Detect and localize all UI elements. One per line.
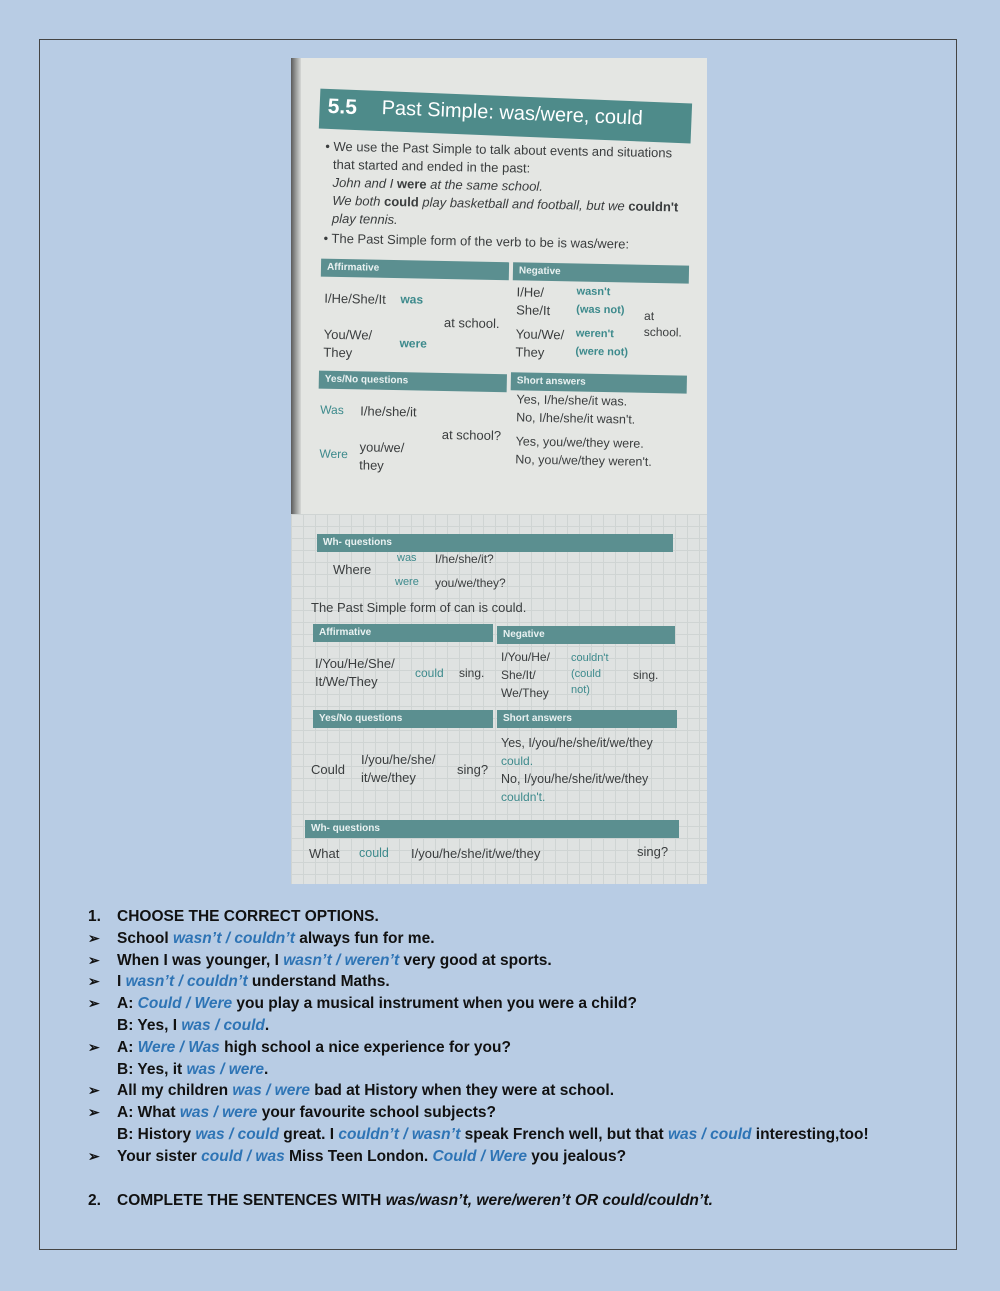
be-answer-3: Yes, you/we/they were. [515, 434, 644, 451]
list-item: ➢ All my children was / were bad at History when they were at school. [88, 1082, 615, 1100]
textbook-page-was-were [291, 58, 707, 514]
unit-title: Past Simple: was/were, could [381, 97, 644, 130]
can-affirmative-header: Affirmative [313, 624, 493, 642]
be-aff-subj1: I/He/She/It [324, 290, 386, 307]
wh-subj2: you/we/they? [435, 576, 506, 590]
textbook-page-could [291, 514, 707, 884]
example-2-cont: play tennis. [331, 210, 398, 228]
can-answer-1b: could. [501, 754, 534, 768]
answer-option[interactable]: was / were [186, 1060, 265, 1078]
be-neg-subj1a: I/He/ [516, 284, 545, 300]
can-wh-subj: I/you/he/she/it/we/they [411, 846, 541, 861]
be-answer-4: No, you/we/they weren't. [515, 452, 652, 469]
can-aff-could: could [415, 666, 444, 680]
be-neg-wasnot: (was not) [576, 303, 625, 317]
can-wh-what: What [309, 846, 340, 861]
can-neg-subj-b: She/It/ [501, 668, 536, 682]
example-1: John and I were at the same school. [332, 174, 544, 194]
list-item: ➢ Your sister could / was Miss Teen London. Could / Were you jealous? [88, 1147, 627, 1165]
be-neg-wasnt: wasn't [576, 285, 611, 299]
list-item: B: Yes, I was / could. [117, 1016, 270, 1034]
answer-option[interactable]: Could / Were [432, 1147, 527, 1165]
answer-option[interactable]: Were / Was [137, 1038, 220, 1056]
example-2: We both could play basketball and football, but we couldn't [332, 192, 679, 215]
exercise-2-heading: 2. COMPLETE THE SENTENCES WITH was/wasn’t, were/weren’t OR could/couldn’t. [88, 1191, 713, 1209]
answer-option[interactable]: was / were [232, 1082, 310, 1100]
can-q-verb: sing? [457, 762, 489, 777]
answer-option[interactable]: couldn’t / wasn’t [338, 1125, 461, 1143]
be-q-were: Were [319, 446, 348, 462]
list-item: ➢ When I was younger, I wasn’t / weren’t very good at sports. [88, 951, 552, 969]
exercises [88, 906, 948, 1211]
intro-line-1: • We use the Past Simple to talk about events and situations [325, 138, 673, 161]
can-yesno-header: Yes/No questions [313, 710, 493, 728]
be-answer-2: No, I/he/she/it wasn't. [516, 410, 636, 427]
be-aff-were: were [399, 336, 428, 351]
list-item: ➢ A: Were / Was high school a nice experience for you? [88, 1038, 511, 1056]
can-neg-subj-a: I/You/He/ [501, 650, 550, 664]
answer-option[interactable]: wasn’t / couldn’t [125, 973, 248, 991]
can-neg-verb: sing. [633, 668, 659, 682]
answer-option[interactable]: was / were [179, 1104, 258, 1122]
be-aff-place: at school. [443, 314, 500, 332]
wh-subj1: I/he/she/it? [435, 552, 494, 566]
wh-was: was [397, 552, 417, 564]
list-item: ➢ A: What was / were your favourite school subjects? [88, 1104, 496, 1122]
list-item: ➢ School wasn’t / couldn’t always fun for me. [88, 929, 435, 947]
can-answer-2b: couldn't. [501, 790, 546, 804]
wh-were: were [395, 576, 419, 588]
can-short-header: Short answers [497, 710, 677, 728]
can-q-subj-b: it/we/they [361, 770, 416, 785]
answer-option[interactable]: was / could [181, 1016, 265, 1034]
be-neg-subj2a: You/We/ [515, 326, 565, 343]
can-q-could: Could [311, 762, 345, 777]
can-answer-1a: Yes, I/you/he/she/it/we/they [501, 736, 653, 750]
unit-number: 5.5 [327, 94, 358, 120]
wh-header: Wh- questions [317, 534, 673, 552]
list-item: ➢ A: Could / Were you play a musical instrument when you were a child? [88, 995, 637, 1013]
be-q-subj2b: they [359, 457, 384, 473]
can-q-subj-a: I/you/he/she/ [361, 752, 436, 767]
can-rule: The Past Simple form of can is could. [311, 600, 527, 615]
can-wh-verb: sing? [637, 844, 669, 859]
answer-option[interactable]: wasn’t / couldn’t [172, 929, 295, 947]
be-affirmative-header: Affirmative [321, 259, 509, 281]
can-neg-couldnot-b: not) [571, 684, 590, 696]
unit-title-band [319, 89, 692, 144]
be-negative-header: Negative [513, 262, 689, 283]
be-neg-werent: weren't [575, 327, 614, 341]
be-aff-was: was [400, 292, 424, 307]
be-neg-place-b: school. [643, 324, 682, 340]
be-neg-subj2b: They [515, 344, 545, 360]
exercise-1-heading: 1. CHOOSE THE CORRECT OPTIONS. [88, 908, 379, 925]
textbook-photo [291, 58, 707, 884]
can-neg-subj-c: We/They [501, 686, 549, 700]
be-rule: • The Past Simple form of the verb to be is was/were: [323, 230, 630, 252]
answer-option[interactable]: was / could [667, 1125, 752, 1143]
list-item: B: Yes, it was / were. [117, 1060, 269, 1078]
can-negative-header: Negative [497, 626, 675, 644]
can-wh-header: Wh- questions [305, 820, 679, 838]
be-q-subj1: I/he/she/it [360, 403, 417, 420]
answer-option[interactable]: could / was [201, 1147, 285, 1165]
be-neg-werenot: (were not) [575, 345, 629, 359]
be-aff-subj2a: You/We/ [323, 326, 373, 343]
be-q-subj2a: you/we/ [359, 439, 405, 456]
answer-option[interactable]: wasn’t / weren’t [283, 951, 400, 969]
can-neg-couldnot-a: (could [571, 668, 601, 680]
can-aff-subj-a: I/You/He/She/ [315, 656, 395, 671]
be-neg-place-a: at [643, 308, 655, 324]
be-q-was: Was [320, 402, 344, 418]
be-answer-1: Yes, I/he/she/it was. [516, 392, 628, 409]
answer-option[interactable]: was / could [195, 1125, 279, 1143]
be-neg-subj1b: She/It [516, 302, 551, 319]
can-aff-verb: sing. [459, 666, 485, 680]
can-wh-could: could [359, 846, 389, 860]
can-answer-2a: No, I/you/he/she/it/we/they [501, 772, 649, 786]
be-aff-subj2b: They [323, 344, 353, 361]
can-neg-couldnt: couldn't [571, 652, 609, 664]
be-q-place: at school? [441, 426, 502, 444]
answer-option[interactable]: Could / Were [137, 995, 233, 1013]
be-yesno-header: Yes/No questions [319, 371, 507, 393]
wh-where: Where [333, 562, 372, 577]
can-aff-subj-b: It/We/They [315, 674, 378, 689]
list-item: B: History was / could great. I couldn’t / wasn’t speak French well, but that was / could interesting,too! [117, 1125, 869, 1143]
list-item: ➢ I wasn’t / couldn’t understand Maths. [88, 973, 390, 991]
intro-line-2: that started and ended in the past: [332, 156, 531, 176]
be-short-header: Short answers [511, 372, 687, 393]
